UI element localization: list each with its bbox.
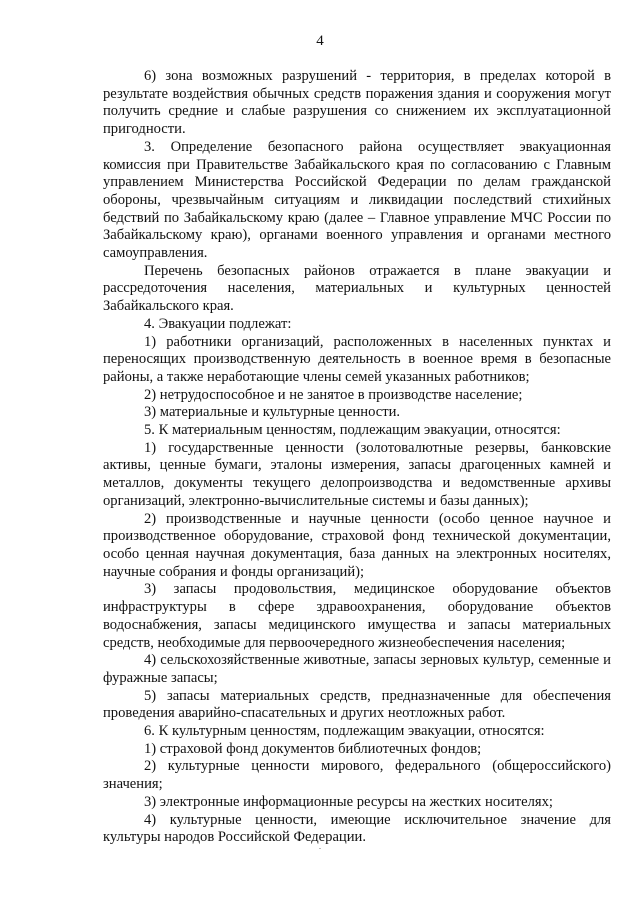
paragraph: 1) страховой фонд документов библиотечных фондов; <box>144 740 482 757</box>
paragraph: 3) электронные информационные ресурсы на жестких носителях; <box>144 793 553 810</box>
paragraph: 4) культурные ценности, имеющие исключительное значение для культуры народов Российской Федерации. <box>103 811 611 846</box>
page-number: 4 <box>316 33 324 49</box>
paragraph: 4. Эвакуации подлежат: <box>144 315 292 332</box>
paragraph: 3. Определение безопасного района осуществляет эвакуационная комиссия при Правительстве Забайкальского края по согласованию с Главным управлением Министерства Российской Федерации по делам гражданской обороны, чрезвычайным ситуациям и ликвидации последствий стихийных бедствий по Забайкальскому краю (далее – Главное управление МЧС России по Забайкальскому краю), органами военного управления и органами местного самоуправления. <box>103 138 611 262</box>
paragraph: 3) материальные и культурные ценности. <box>144 404 401 421</box>
paragraph: Перечень безопасных районов отражается в плане эвакуации и рассредоточения населения, материальных и культурных ценностей Забайкальского края. <box>103 262 611 315</box>
paragraph: 3) запасы продовольствия, медицинское оборудование объектов инфраструктуры в сфере здравоохранения, оборудование объектов водоснабжения, запасы медицинского имущества и запасы материальных средств, необходимые для первоочередного жизнеобеспечения населения; <box>103 581 611 651</box>
paragraph: 6. К культурным ценностям, подлежащим эвакуации, относятся: <box>144 723 545 740</box>
paragraph: 1) работники организаций, расположенных в населенных пунктах и переносящих производственную деятельность в военное время в безопасные районы, а также неработающие члены семей указанных работников; <box>103 333 611 385</box>
paragraph: 4) сельскохозяйственные животные, запасы зерновых культур, семенные и фуражные запасы; <box>103 652 611 686</box>
paragraph: 6) зона возможных разрушений - территория, в пределах которой в результате воздействия обычных средств поражения здания и сооружения могут получить средние и слабые разрушения со снижением их эксплуатационной пригодности. <box>103 68 611 138</box>
paragraph: 2) нетрудоспособное и не занятое в производстве население; <box>144 386 523 403</box>
scan-speck <box>319 848 321 849</box>
paragraph: 5) запасы материальных средств, предназначенные для обеспечения проведения аварийно-спасательных и других неотложных работ. <box>103 687 611 722</box>
paragraph: 1) государственные ценности (золотовалютные резервы, банковские активы, ценные бумаги, эталоны измерения, запасы драгоценных камней и металлов, документы текущего делопроизводства и ведомственные архивы организаций, электронно-вычислительные системы и базы данных); <box>103 439 611 509</box>
paragraph: 5. К материальным ценностям, подлежащим эвакуации, относятся: <box>144 422 561 439</box>
paragraph: 2) культурные ценности мирового, федерального (общероссийского) значения; <box>103 758 611 793</box>
paragraph: 2) производственные и научные ценности (особо ценное научное и производственное оборудование, страховой фонд технической документации, особо ценная научная документация, база данных на электронных носителях, научные собрания и фонды организаций); <box>103 510 611 580</box>
document-body <box>103 68 611 847</box>
